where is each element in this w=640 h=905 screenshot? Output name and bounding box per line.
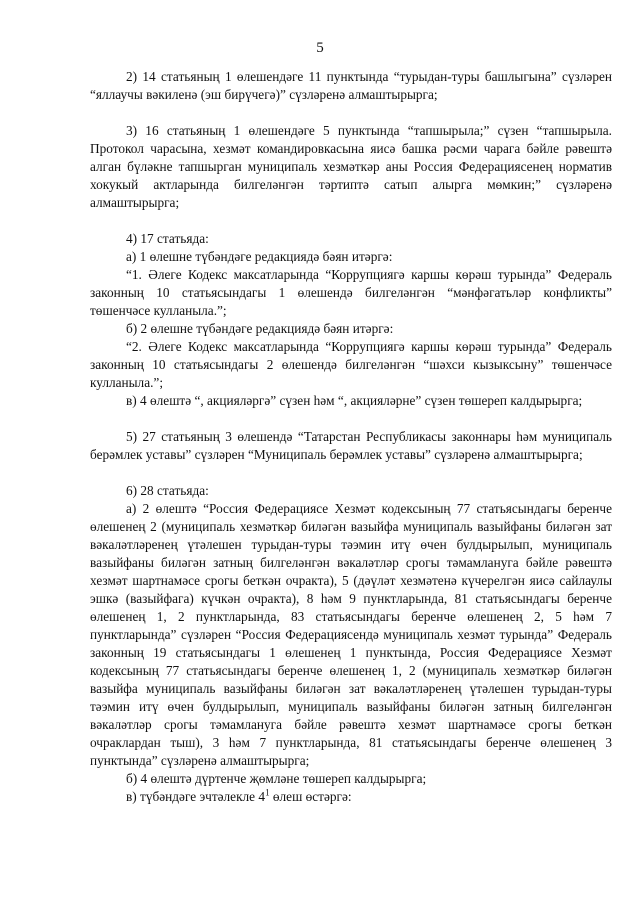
paragraph	[90, 788, 612, 806]
document-body	[90, 68, 612, 806]
paragraph-text: а) 1 өлешне түбәндәге редакциядә бәян итәргә:	[126, 249, 393, 264]
paragraph	[90, 68, 612, 104]
paragraph	[90, 428, 612, 464]
page-number: 5	[316, 40, 324, 56]
paragraph-text: 6) 28 статьяда:	[126, 483, 209, 498]
paragraph-text: в) түбәндәге эчтәлекле 4	[126, 789, 266, 804]
paragraph-text: “1. Әлеге Кодекс максатларында “Коррупциягә каршы көрәш турында” Федераль законның 10 статьясындагы 1 өлешендә билгеләнгән “мәнфәгатьләр конфликты” төшенчәсе кулланыла.”;	[90, 267, 612, 318]
paragraph-text: 2) 14 статьяның 1 өлешендәге 11 пунктында “турыдан-туры башлыгына” сүзләрен “яллаучы вәкиленә (эш бирүчегә)” сүзләренә алмаштырырга;	[90, 69, 612, 102]
paragraph	[90, 770, 612, 788]
paragraph	[90, 338, 612, 392]
paragraph	[90, 122, 612, 212]
paragraph-text: б) 4 өлештә дүртенче җөмләне төшереп калдырырга;	[126, 771, 427, 786]
paragraph	[90, 500, 612, 770]
paragraph-text: в) 4 өлештә “, акцияләргә” сүзен һәм “, акцияләрне” сүзен төшереп калдырырга;	[126, 393, 583, 408]
paragraph-tail: өлеш өстәргә:	[269, 789, 352, 804]
paragraph-text: 3) 16 статьяның 1 өлешендәге 5 пунктында “тапшырыла;” сүзен “тапшырыла. Протокол чарасына, хезмәт командировкасына яисә башка рәсми чарага бәйле рәвештә алган бүләкне тапшырган муниципаль хезмәткәр аны Россия Федерациясенең норматив хокукый актларында билгеләнгән тәртиптә сатып алырга мөмкин;” сүзләренә алмаштырырга;	[90, 123, 612, 210]
paragraph	[90, 482, 612, 500]
paragraph-text: 4) 17 статьяда:	[126, 231, 209, 246]
paragraph	[90, 230, 612, 248]
superscript: 1	[265, 787, 270, 798]
paragraph	[90, 320, 612, 338]
paragraph-text: “2. Әлеге Кодекс максатларында “Коррупциягә каршы көрәш турында” Федераль законның 10 статьясындагы 2 өлешендә билгеләнгән “шәхси кызыксыну” төшенчәсе кулланыла.”;	[90, 339, 612, 390]
paragraph	[90, 248, 612, 266]
paragraph-text: 5) 27 статьяның 3 өлешендә “Татарстан Республикасы законнары һәм муниципаль берәмлек уставы” сүзләрен “Муниципаль берәмлек уставы” сүзләренә алмаштырырга;	[90, 429, 612, 462]
paragraph-text: а) 2 өлештә “Россия Федерациясе Хезмәт кодексының 77 статьясындагы беренче өлешенең 2 (муниципаль хезмәткәр биләгән вазыйфа муниципаль вазыйфаны биләгән зат вәкаләтләренең үтәлешен турыдан-туры тәэмин итү өчен булдырылып, муниципаль вазыйфаны биләгән затның билгеләнгән вәкаләтләр срогы тәмамлануга бәйле рәвештә хезмәт шартнамәсе срогы беткән очракта), 5 (дәүләт хезмәтенә күчерелгән яисә сайлаулы эшкә (вазыйфага) күчкән очракта), 8 һәм 9 пунктларында, 81 статьясындагы беренче өлешенең 1, 2 пунктларында, 83 статьясындагы беренче өлешенең 2, 5 һәм 7 пунктларында” сүзләрен “Россия Федерациясендә муниципаль хезмәт турында” Федераль законның 19 статьясындагы 1 өлешенең 1 пунктында, Россия Федерациясе Хезмәт кодексының 77 статьясындагы беренче өлешенең 1, 2 (муниципаль хезмәткәр биләгән вазыйфа муниципаль вазыйфаны биләгән зат вәкаләтләренең үтәлешен турыдан-туры тәэмин итү өчен булдырылып, муниципаль вазыйфаны биләгән затның билгеләнгән вәкаләтләр срогы тәмамлануга бәйле рәвештә хезмәт шартнамәсе срогы беткән очраклардан тыш), 3 һәм 7 пунктларында, 81 статьясындагы беренче өлешенең 3 пунктында” сүзләренә алмаштырырга;	[90, 501, 612, 768]
paragraph	[90, 266, 612, 320]
paragraph-text: б) 2 өлешне түбәндәге редакциядә бәян итәргә:	[126, 321, 394, 336]
paragraph	[90, 392, 612, 410]
